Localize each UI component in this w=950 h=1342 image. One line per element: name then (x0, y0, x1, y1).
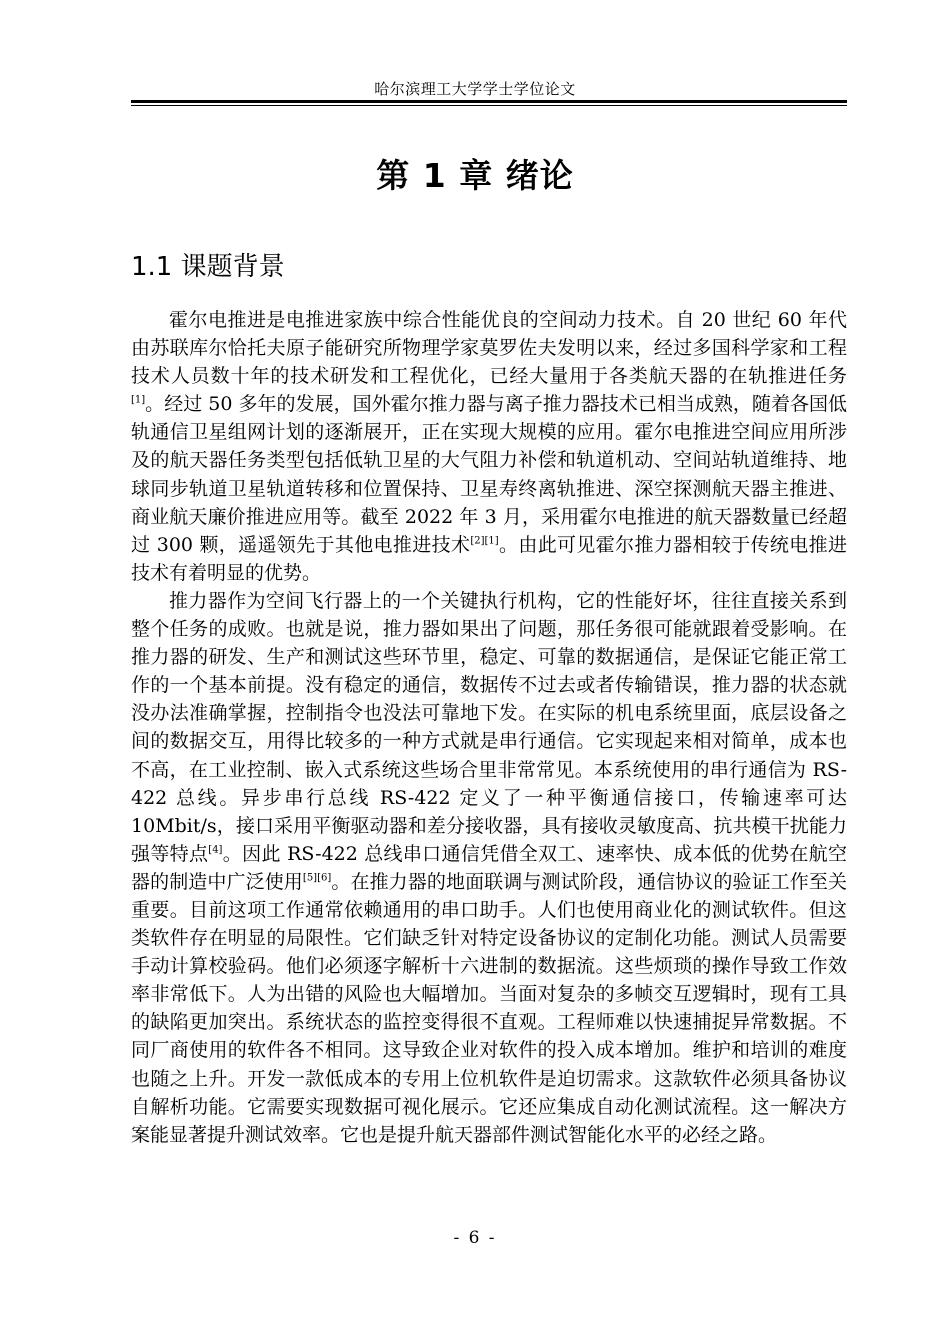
paragraph-1-text-2: 。经过 50 多年的发展，国外霍尔推力器与离子推力器技术已相当成熟，随着各国低轨通信卫星组网计划的逐渐展开，正在实现大规模的应用。霍尔电推进空间应用所涉及的航天器任务类型包括低轨卫星的大气阻力补偿和轨道机动、空间站轨道维持、地球同步轨道卫星轨道转移和位置保持、卫星寿终离轨推进、深空探测航天器主推进、商业航天廉价推进应用等。截至 2022 年 3 月，采用霍尔电推进的航天器数量已经超过 300 颗，遥遥领先于其他电推进技术 (131, 393, 847, 556)
paragraph-1 (131, 306, 847, 587)
page-number: - 6 - (453, 1228, 497, 1248)
header-rule-thick (131, 100, 847, 103)
chapter-title: 第 1 章 绪论 (376, 156, 574, 195)
paragraph-1-text-3: 。由此可见霍尔推力器相较于传统电推进技术有着明显的优势。 (131, 533, 847, 584)
paragraph-2-text-3: 。在推力器的地面联调与测试阶段，通信协议的验证工作至关重要。目前这项工作通常依赖通用的串口助手。人们也使用商业化的测试软件。但这类软件存在明显的局限性。它们缺乏针对特定设备协议的定制化功能。测试人员需要手动计算校验码。他们必须逐字解析十六进制的数据流。这些烦琐的操作导致工作效率非常低下。人为出错的风险也大幅增加。当面对复杂的多帧交互逻辑时，现有工具的缺陷更加突出。系统状态的监控变得很不直观。工程师难以快速捕捉异常数据。不同厂商使用的软件各不相同。这导致企业对软件的投入成本增加。维护和培训的难度也随之上升。开发一款低成本的专用上位机软件是迫切需求。这款软件必须具备协议自解析功能。它需要实现数据可视化展示。它还应集成自动化测试流程。这一解决方案能显著提升测试效率。它也是提升航天器部件测试智能化水平的必经之路。 (131, 870, 847, 1146)
section-title: 1.1 课题背景 (131, 252, 285, 282)
citation-4: [4] (208, 844, 223, 856)
citation-2-1: [2][1] (470, 535, 499, 547)
citation-5-6: [5][6] (302, 872, 332, 884)
paragraph-2 (131, 587, 847, 1149)
body-text (131, 306, 847, 1149)
paragraph-2-text-2: 。因此 RS-422 总线串口通信凭借全双工、速率快、成本低的优势在航空器的制造中广泛使用 (131, 842, 847, 893)
citation-1: [1] (131, 394, 146, 406)
header-rule-thin (131, 105, 847, 106)
running-header: 哈尔滨理工大学学士学位论文 (374, 80, 576, 98)
paragraph-1-text-1: 霍尔电推进是电推进家族中综合性能优良的空间动力技术。自 20 世纪 60 年代由苏联库尔恰托夫原子能研究所物理学家莫罗佐夫发明以来，经过多国科学家和工程技术人员数十年的技术研发和工程优化，已经大量用于各类航天器的在轨推进任务 (131, 309, 847, 388)
paragraph-2-text-1: 推力器作为空间飞行器上的一个关键执行机构，它的性能好坏，往往直接关系到整个任务的成败。也就是说，推力器如果出了问题，那任务很可能就跟着受影响。在推力器的研发、生产和测试这些环节里，稳定、可靠的数据通信，是保证它能正常工作的一个基本前提。没有稳定的通信，数据传不过去或者传输错误，推力器的状态就没办法准确掌握，控制指令也没法可靠地下发。在实际的机电系统里面，底层设备之间的数据交互，用得比较多的一种方式就是串行通信。它实现起来相对简单，成本也不高，在工业控制、嵌入式系统这些场合里非常常见。本系统使用的串行通信为 RS-422 总线。异步串行总线 RS-422 定义了一种平衡通信接口，传输速率可达 10Mbit/s，接口采用平衡驱动器和差分接收器，具有接收灵敏度高、抗共模干扰能力强等特点 (131, 589, 847, 865)
